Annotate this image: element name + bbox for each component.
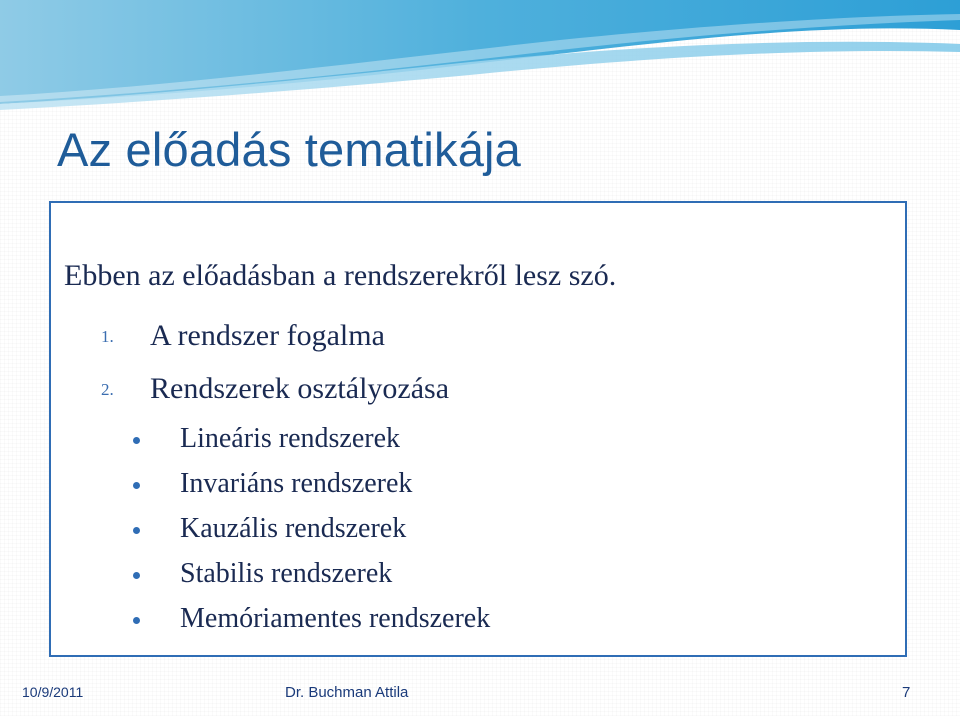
bullet-icon xyxy=(133,482,140,489)
footer-author: Dr. Buchman Attila xyxy=(285,684,409,701)
bullet-icon xyxy=(133,572,140,579)
bullet-text: Kauzális rendszerek xyxy=(180,513,407,544)
slide-title: Az előadás tematikája xyxy=(57,123,522,176)
bullet-text: Lineáris rendszerek xyxy=(180,423,400,454)
item-text: Rendszerek osztályozása xyxy=(150,372,450,405)
bullet-icon xyxy=(133,437,140,444)
header-wave-banner xyxy=(0,0,960,112)
bullet-text: Memóriamentes rendszerek xyxy=(180,603,491,634)
bullet-icon xyxy=(133,527,140,534)
content-box xyxy=(49,201,907,657)
page-number: 7 xyxy=(902,684,911,701)
intro-text: Ebben az előadásban a rendszerekről lesz szó. xyxy=(64,259,617,292)
item-text: A rendszer fogalma xyxy=(150,319,385,352)
item-number: 2. xyxy=(101,380,114,399)
footer-date: 10/9/2011 xyxy=(22,684,84,700)
item-number: 1. xyxy=(101,327,114,346)
bullet-text: Invariáns rendszerek xyxy=(180,468,413,499)
bullet-icon xyxy=(133,617,140,624)
bullet-text: Stabilis rendszerek xyxy=(180,558,393,589)
